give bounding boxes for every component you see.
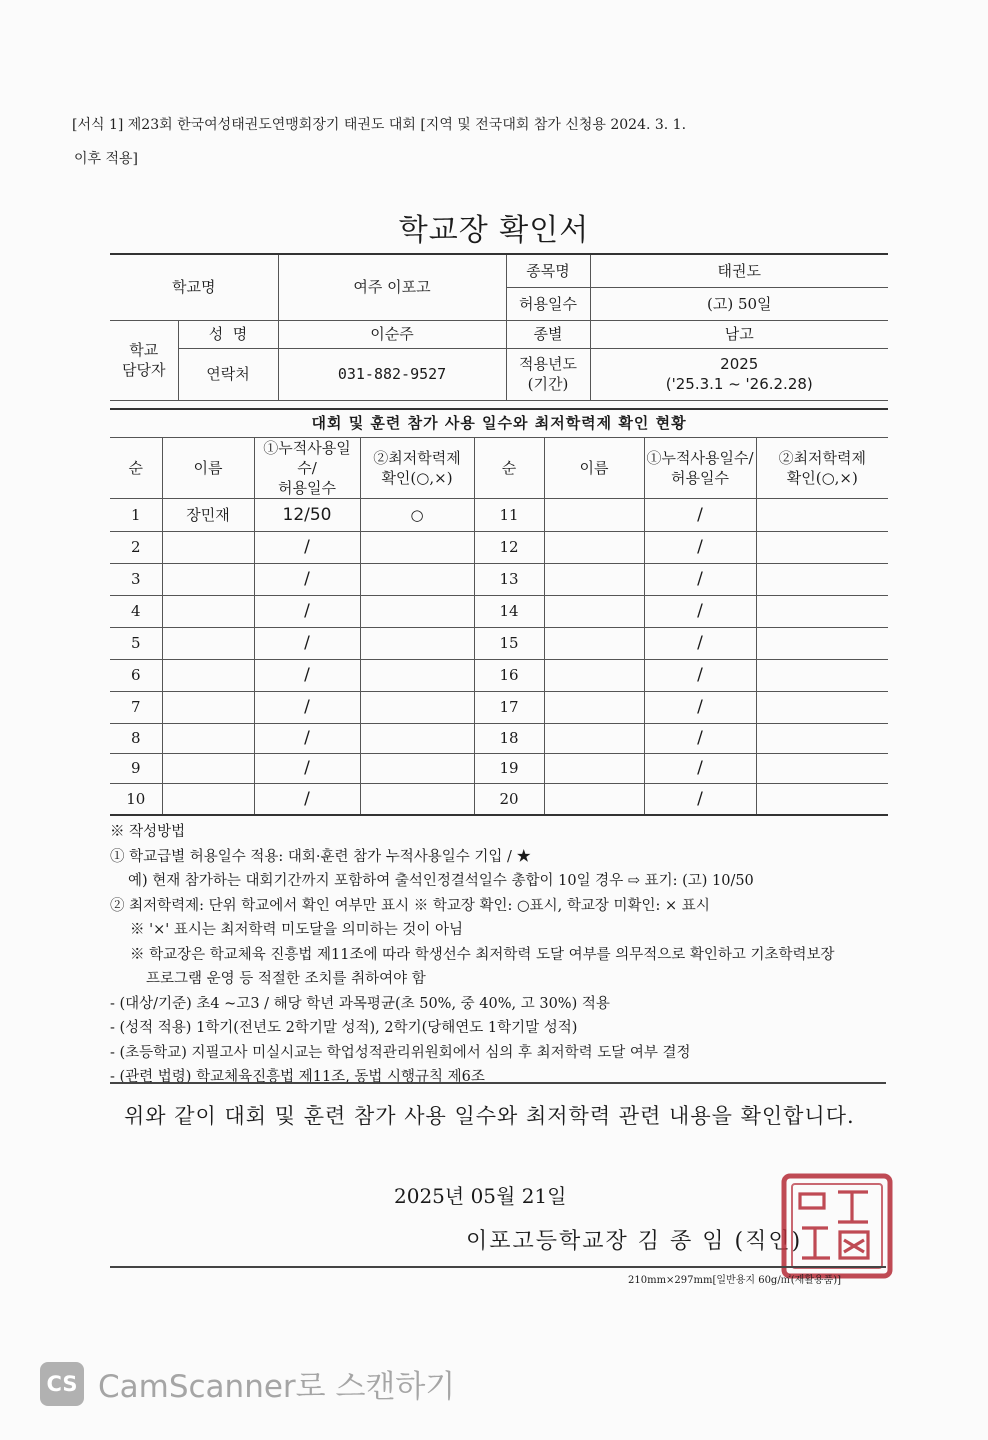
col-header-name: 이름: [162, 437, 254, 498]
min-academic-check: [756, 783, 888, 815]
col-header-days: ①누적사용일수/ 허용일수: [254, 437, 360, 498]
athlete-name: [544, 595, 644, 627]
camscanner-logo-icon: CS: [40, 1362, 84, 1406]
days-used: /: [254, 595, 360, 627]
row-number: 15: [474, 627, 544, 659]
athlete-name: [544, 659, 644, 691]
allowed-days-value: (고) 50일: [590, 287, 888, 320]
min-academic-check: [756, 723, 888, 753]
school-name-label: 학교명: [110, 254, 278, 320]
note-2-b: ※ 학교장은 학교체육 진흥법 제11조에 따라 학생선수 최저학력 도달 여부를 의무적으로 확인하고 기초학력보장: [130, 946, 835, 963]
manager-name-value: 이순주: [278, 320, 506, 348]
contact-value: 031-882-9527: [278, 348, 506, 400]
issue-date: 2025년 05월 21일: [394, 1184, 567, 1208]
min-academic-check: [360, 753, 474, 783]
notes-heading: ※ 작성방법: [110, 824, 186, 840]
table-row: [110, 531, 888, 563]
event-label: 종목명: [506, 254, 590, 287]
row-number: 16: [474, 659, 544, 691]
col-header-no: 순: [110, 437, 162, 498]
year-period: ('25.3.1 ~ '26.2.28): [665, 375, 813, 393]
col-header-no-2: 순: [474, 437, 544, 498]
row-number: 14: [474, 595, 544, 627]
note-1: ① 학교급별 허용일수 적용: 대회·훈련 참가 누적사용일수 기입 / ★: [110, 848, 532, 865]
usage-rows: [110, 498, 888, 815]
row-number: 19: [474, 753, 544, 783]
athlete-name: [162, 531, 254, 563]
paper-size-note: 210mm×297mm[일반용지 60g/㎡(재활용품)]: [628, 1275, 842, 1286]
min-academic-check: [756, 691, 888, 723]
athlete-name: [544, 531, 644, 563]
gender-label: 종별: [506, 320, 590, 348]
athlete-name: [162, 783, 254, 815]
row-number: 18: [474, 723, 544, 753]
days-used: /: [254, 723, 360, 753]
min-academic-check: [360, 691, 474, 723]
athlete-name: [162, 627, 254, 659]
days-used: /: [644, 627, 756, 659]
table-row: [110, 563, 888, 595]
athlete-name: [162, 563, 254, 595]
min-academic-check: [756, 531, 888, 563]
min-academic-check: [360, 723, 474, 753]
confirmation-statement: 위와 같이 대회 및 훈련 참가 사용 일수와 최저학력 관련 내용을 확인합니다.: [124, 1104, 855, 1128]
row-number: 5: [110, 627, 162, 659]
col-header-min-2: ②최저학력제 확인(○,×): [756, 437, 888, 498]
athlete-name: 장민재: [162, 498, 254, 531]
row-number: 20: [474, 783, 544, 815]
days-used: /: [644, 659, 756, 691]
manager-name-label: 성 명: [178, 320, 278, 348]
athlete-name: [544, 563, 644, 595]
min-academic-check: [360, 595, 474, 627]
table-row: [110, 691, 888, 723]
min-academic-check: [360, 563, 474, 595]
row-number: 2: [110, 531, 162, 563]
min-academic-check: [756, 627, 888, 659]
min-academic-check: [360, 531, 474, 563]
document-title: 학교장 확인서: [398, 213, 590, 248]
divider-top: [110, 1082, 886, 1084]
school-info-table: [110, 253, 888, 401]
detail-3: - (초등학교) 지필고사 미실시교는 학업성적관리위원회에서 심의 후 최저학력 도달 여부 결정: [110, 1044, 691, 1061]
athlete-name: [544, 753, 644, 783]
year-value: 2025: [720, 355, 759, 373]
row-number: 13: [474, 563, 544, 595]
min-academic-check: [360, 783, 474, 815]
col-header-name-2: 이름: [544, 437, 644, 498]
header-line-1: [서식 1] 제23회 한국여성태권도연맹회장기 태권도 대회 [지역 및 전국대회 참가 신청용 2024. 3. 1.: [72, 117, 687, 133]
row-number: 11: [474, 498, 544, 531]
athlete-name: [162, 691, 254, 723]
athlete-name: [544, 627, 644, 659]
table-row: [110, 753, 888, 783]
days-used: /: [254, 627, 360, 659]
table-row: [110, 498, 888, 531]
days-used: /: [644, 563, 756, 595]
athlete-name: [544, 498, 644, 531]
year-label: 적용년도 (기간): [506, 348, 590, 400]
athlete-name: [162, 659, 254, 691]
min-academic-check: [360, 627, 474, 659]
camscanner-text: CamScanner로 스캔하기: [98, 1369, 456, 1405]
min-academic-check: [360, 659, 474, 691]
table-row: [110, 595, 888, 627]
athlete-name: [544, 691, 644, 723]
athlete-name: [544, 723, 644, 753]
header-line-2: 이후 적용]: [74, 151, 139, 167]
table-row: [110, 627, 888, 659]
athlete-name: [162, 595, 254, 627]
days-used: /: [644, 531, 756, 563]
row-number: 7: [110, 691, 162, 723]
row-number: 6: [110, 659, 162, 691]
min-academic-check: [756, 563, 888, 595]
days-used: /: [254, 753, 360, 783]
days-used: /: [254, 659, 360, 691]
manager-label: 학교 담당자: [110, 320, 178, 400]
table-row: [110, 659, 888, 691]
row-number: 3: [110, 563, 162, 595]
athlete-name: [544, 783, 644, 815]
days-used: /: [644, 783, 756, 815]
principal-signature-line: 이포고등학교장 김 종 임 (직인): [466, 1229, 803, 1254]
min-academic-check: [756, 753, 888, 783]
divider-bottom: [110, 1266, 886, 1268]
school-name-value: 여주 이포고: [278, 254, 506, 320]
days-used: /: [644, 498, 756, 531]
days-used: /: [644, 595, 756, 627]
min-academic-check: ○: [360, 498, 474, 531]
row-number: 17: [474, 691, 544, 723]
gender-value: 남고: [590, 320, 888, 348]
days-used: 12/50: [254, 498, 360, 531]
days-used: /: [644, 691, 756, 723]
days-used: /: [254, 531, 360, 563]
note-1-example: 예) 현재 참가하는 대회기간까지 포함하여 출석인정결석일수 총합이 10일 경우 ⇨ 표기: (고) 10/50: [128, 873, 754, 889]
camscanner-watermark: [40, 1361, 455, 1406]
note-2-b-cont: 프로그램 운영 등 적절한 조치를 취하여야 함: [146, 971, 426, 987]
days-used: /: [644, 723, 756, 753]
col-header-days-2: ①누적사용일수/ 허용일수: [644, 437, 756, 498]
note-2-a: ※ '×' 표시는 최저학력 미도달을 의미하는 것이 아님: [130, 922, 464, 938]
days-used: /: [254, 783, 360, 815]
row-number: 10: [110, 783, 162, 815]
row-number: 4: [110, 595, 162, 627]
days-used: /: [254, 691, 360, 723]
note-2: ② 최저학력제: 단위 학교에서 확인 여부만 표시 ※ 학교장 확인: ○표시, 학교장 미확인: × 표시: [110, 897, 710, 914]
table-row: [110, 723, 888, 753]
event-value: 태권도: [590, 254, 888, 287]
row-number: 12: [474, 531, 544, 563]
detail-1: - (대상/기준) 초4 ~고3 / 해당 학년 과목평균(초 50%, 중 40%, 고 30%) 적용: [110, 995, 610, 1012]
table-row: [110, 783, 888, 815]
row-number: 8: [110, 723, 162, 753]
allowed-days-label: 허용일수: [506, 287, 590, 320]
row-number: 9: [110, 753, 162, 783]
detail-2: - (성적 적용) 1학기(전년도 2학기말 성적), 2학기(당해연도 1학기말 성적): [110, 1020, 578, 1036]
col-header-min: ②최저학력제 확인(○,×): [360, 437, 474, 498]
days-used: /: [644, 753, 756, 783]
athlete-name: [162, 753, 254, 783]
contact-label: 연락처: [178, 348, 278, 400]
min-academic-check: [756, 595, 888, 627]
form-header-note: [72, 108, 942, 176]
usage-section-title: 대회 및 훈련 참가 사용 일수와 최저학력제 확인 현황: [110, 409, 888, 437]
min-academic-check: [756, 498, 888, 531]
usage-table: [110, 408, 888, 816]
detail-4: - (관련 법령) 학교체육진흥법 제11조, 동법 시행규칙 제6조: [110, 1069, 485, 1085]
writing-instructions: [110, 820, 910, 1090]
row-number: 1: [110, 498, 162, 531]
days-used: /: [254, 563, 360, 595]
min-academic-check: [756, 659, 888, 691]
year-cell: [590, 348, 888, 400]
athlete-name: [162, 723, 254, 753]
